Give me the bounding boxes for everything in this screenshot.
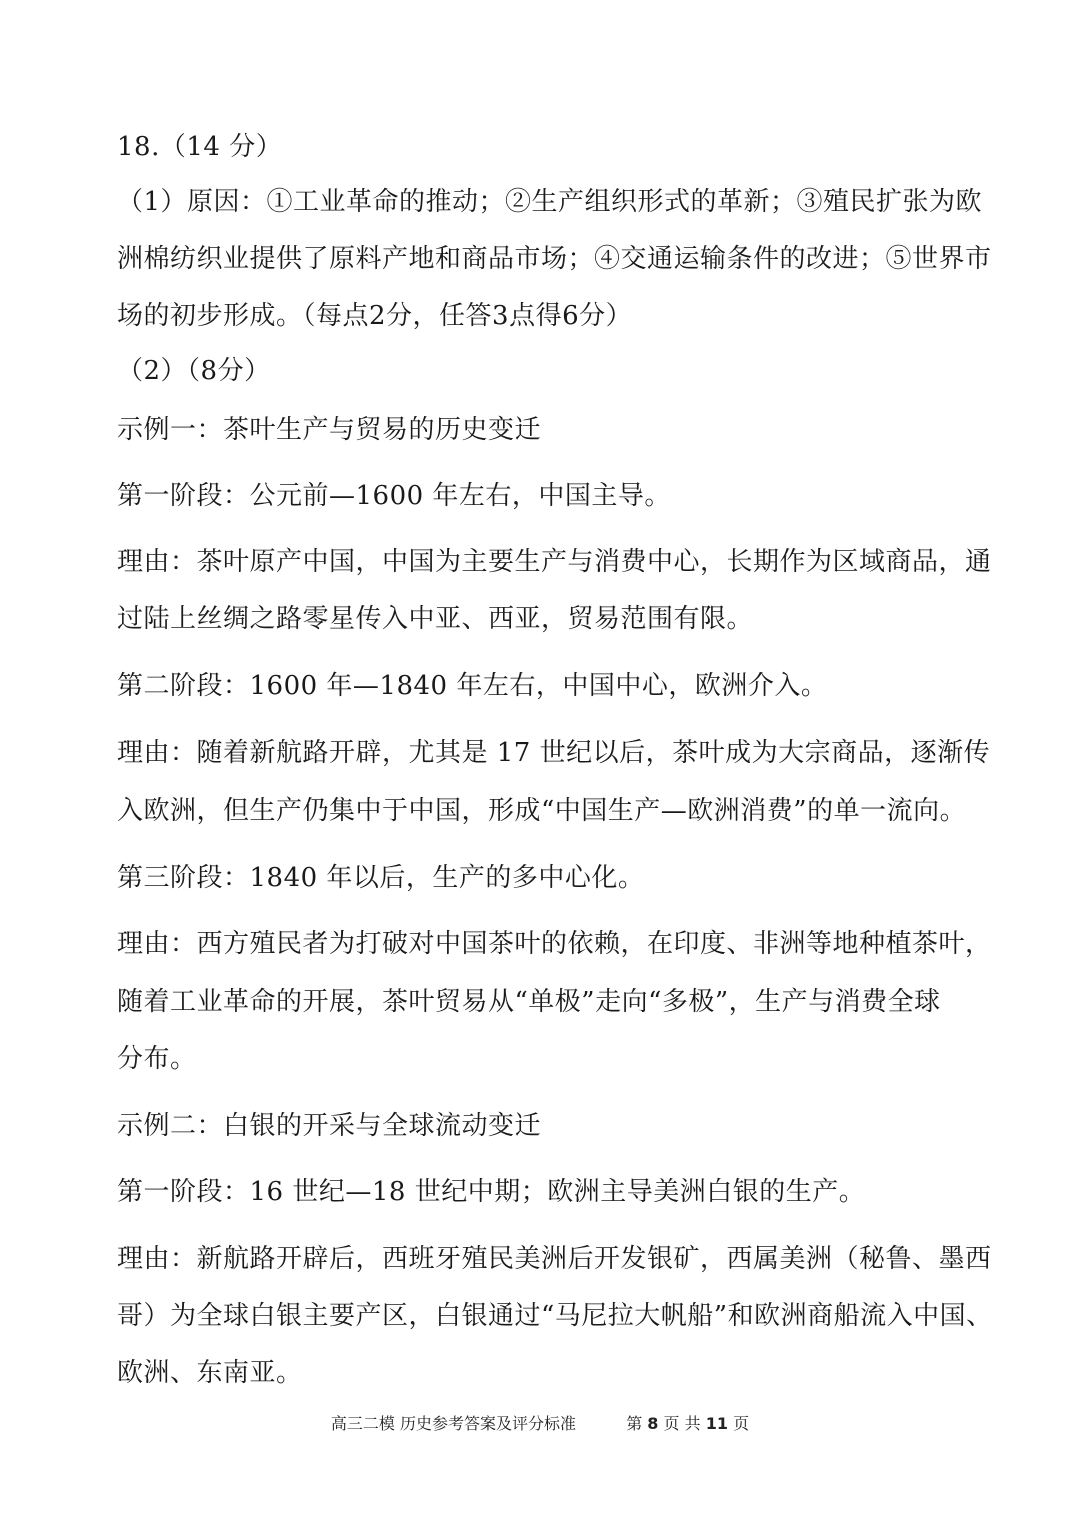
footer-doc-title: 高三二模 历史参考答案及评分标准 [330,1414,576,1433]
example2-stage1: 第一阶段：16 世纪—18 世纪中期；欧洲主导美洲白银的生产。 [117,1177,866,1207]
part1-line2: 洲棉纺织业提供了原料产地和商品市场；④交通运输条件的改进；⑤世界市 [117,244,992,274]
example1-title: 示例一：茶叶生产与贸易的历史变迁 [117,415,542,445]
footer-page-mid: 页 共 [663,1414,701,1433]
example2-reason1-line3: 欧洲、东南亚。 [117,1358,303,1388]
example1-reason2-line2: 入欧洲，但生产仍集中于中国，形成“中国生产—欧洲消费”的单一流向。 [117,796,967,826]
part1-line3: 场的初步形成。（每点2分，任答3点得6分） [117,301,633,331]
footer-page-total: 11 [705,1414,728,1433]
example1-reason1-line1: 理由：茶叶原产中国，中国为主要生产与消费中心，长期作为区域商品，通 [117,547,992,577]
example1-reason2-line1: 理由：随着新航路开辟，尤其是 17 世纪以后，茶叶成为大宗商品，逐渐传 [117,738,991,768]
example2-reason1-line1: 理由：新航路开辟后，西班牙殖民美洲后开发银矿，西属美洲（秘鲁、墨西 [117,1244,992,1274]
page-footer [0,1414,1080,1434]
example1-reason3-line1: 理由：西方殖民者为打破对中国茶叶的依赖，在印度、非洲等地种植茶叶， [117,929,992,959]
example1-reason3-line2: 随着工业革命的开展，茶叶贸易从“单极”走向“多极”，生产与消费全球 [117,987,941,1017]
part1-line1: （1）原因：①工业革命的推动；②生产组织形式的革新；③殖民扩张为欧 [117,187,983,217]
example1-reason3-line3: 分布。 [117,1044,197,1074]
footer-page-suffix: 页 [733,1414,750,1433]
part2-header: （2）（8分） [117,356,271,386]
example1-reason1-line2: 过陆上丝绸之路零星传入中亚、西亚，贸易范围有限。 [117,604,754,634]
footer-page-current: 8 [647,1414,659,1433]
example1-stage1: 第一阶段：公元前—1600 年左右，中国主导。 [117,481,671,511]
question-header: 18.（14 分） [117,132,283,162]
example2-reason1-line2: 哥）为全球白银主要产区，白银通过“马尼拉大帆船”和欧洲商船流入中国、 [117,1301,993,1331]
example2-title: 示例二：白银的开采与全球流动变迁 [117,1111,542,1141]
example1-stage3: 第三阶段：1840 年以后，生产的多中心化。 [117,863,645,893]
example1-stage2: 第二阶段：1600 年—1840 年左右，中国中心，欧洲介入。 [117,671,828,701]
footer-page-prefix: 第 [626,1414,643,1433]
